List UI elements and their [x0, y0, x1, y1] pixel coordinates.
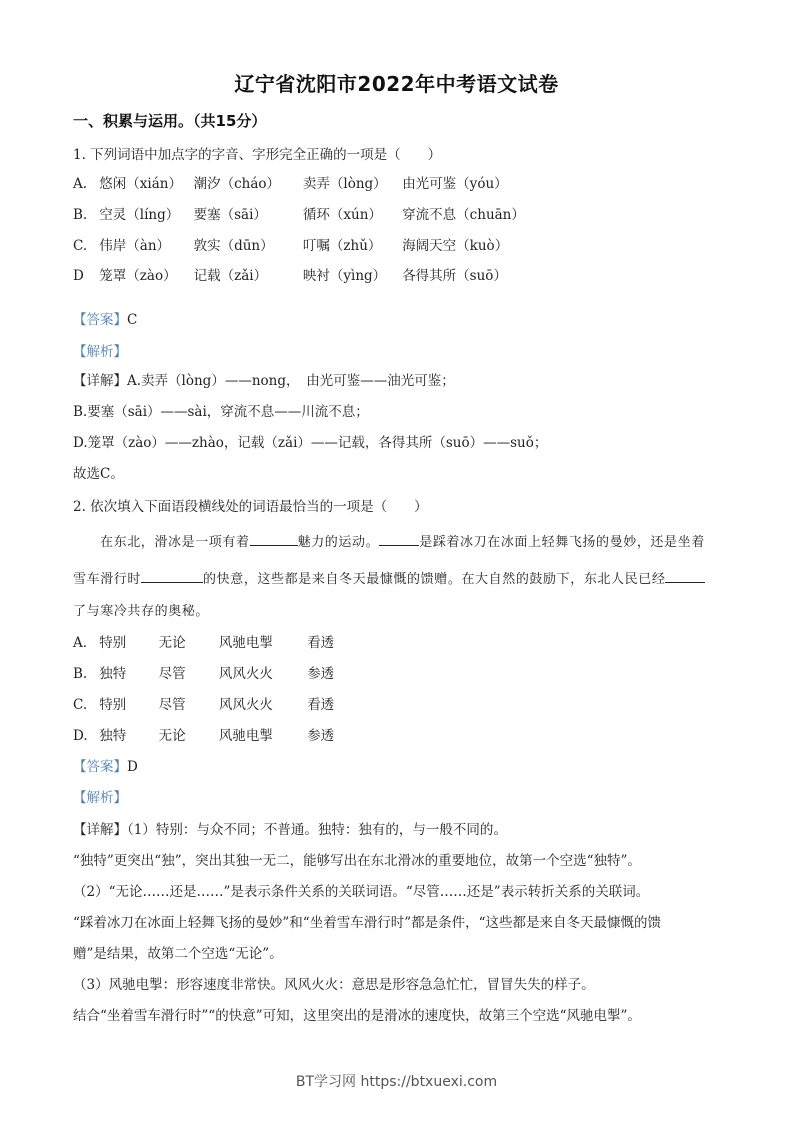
q2-detail-line: “踩着冰刀在冰面上轻舞飞扬的曼妙”和“坐着雪车滑行时”都是条件，“这些都是来自冬天最慷慨的馈 — [73, 915, 662, 931]
option-letter: B. — [73, 666, 88, 682]
blank-2 — [379, 533, 419, 546]
q2-detail-line: 赠”是结果，故第二个空选“无论”。 — [73, 946, 283, 962]
option-item: 独特 — [99, 666, 127, 682]
q2-answer — [73, 755, 138, 775]
q1-detail-line: D.笼罩（zào）——zhào，记载（zǎi）——记载，各得其所（suō）——suǒ； — [73, 435, 548, 451]
option-item: 风风火火 — [218, 666, 273, 682]
q2-passage-line-1 — [100, 531, 705, 550]
q1-conclusion: 故选C。 — [73, 466, 124, 482]
option-item: 笼罩（zào） — [99, 268, 177, 284]
option-item: 潮汐（cháo） — [193, 176, 281, 192]
option-item: 风驰电掣 — [218, 728, 273, 744]
option-item: 要塞（sāi） — [193, 207, 267, 223]
q2-option-c — [73, 693, 334, 713]
option-item: 循环（xún） — [302, 207, 382, 223]
q1-detail-line: 【详解】A.卖弄（lòng）——nong， 由光可鉴——油光可鉴； — [73, 373, 455, 389]
option-item: 看透 — [307, 697, 335, 713]
option-item: 悠闲（xián） — [99, 176, 182, 192]
option-item: 由光可鉴（yóu） — [402, 176, 508, 192]
option-letter: D. — [73, 728, 88, 744]
option-item: 参透 — [307, 728, 335, 744]
option-letter: C. — [73, 238, 88, 254]
blank-4 — [665, 570, 705, 583]
option-item: 特别 — [99, 697, 127, 713]
answer-value: D — [127, 759, 138, 775]
answer-tag: 【答案】 — [73, 312, 127, 328]
q1-detail-line: B.要塞（sāi）——sài，穿流不息——川流不息； — [73, 404, 369, 420]
q1-answer — [73, 308, 137, 328]
q2-detail-line: （2）“无论……还是……”是表示条件关系的关联词语。“尽管……还是”表示转折关系的关联词。 — [73, 884, 650, 900]
option-letter: B. — [73, 207, 88, 223]
passage-text: 魅力的运动。 — [297, 535, 380, 550]
q2-detail-line: 【详解】（1）特别：与众不同；不普通。独特：独有的，与一般不同的。 — [73, 822, 507, 838]
q1-option-a — [73, 172, 508, 192]
option-item: 无论 — [158, 635, 186, 651]
q2-analysis-tag: 【解析】 — [73, 790, 127, 806]
option-item: 伟岸（àn） — [99, 238, 171, 254]
option-item: 参透 — [307, 666, 335, 682]
passage-text: 在东北，滑冰是一项有着 — [100, 535, 250, 550]
answer-tag: 【答案】 — [73, 759, 127, 775]
passage-text: 是踩着冰刀在冰面上轻舞飞扬的曼妙，还是坐着 — [419, 535, 705, 550]
q2-detail-line: “独特”更突出“独”，突出其独一无二，能够写出在东北滑冰的重要地位，故第一个空选“独特”。 — [73, 853, 641, 869]
passage-text: 雪车滑行时 — [73, 572, 142, 587]
blank-1 — [250, 533, 298, 546]
option-item: 独特 — [99, 728, 127, 744]
q1-option-c — [73, 234, 508, 254]
blank-3 — [141, 570, 203, 583]
option-item: 各得其所（suō） — [402, 268, 507, 284]
option-item: 穿流不息（chuān） — [402, 207, 525, 223]
option-letter: C. — [73, 697, 88, 713]
q2-option-d — [73, 724, 334, 744]
option-item: 特别 — [99, 635, 127, 651]
section-heading: 一、积累与运用。（共15分） — [73, 112, 267, 130]
q2-detail-line: 结合“坐着雪车滑行时”“的快意”可知，这里突出的是滑冰的速度快，故第三个空选“风驰电掣”。 — [73, 1008, 641, 1024]
q2-option-b — [73, 662, 334, 682]
option-letter: A. — [73, 635, 88, 651]
question-2-stem: 2. 依次填入下面语段横线处的词语最恰当的一项是（ ） — [73, 499, 428, 515]
option-item: 风驰电掣 — [218, 635, 273, 651]
option-item: 风风火火 — [218, 697, 273, 713]
q2-detail-line: （3）风驰电掣：形容速度非常快。风风火火：意思是形容急急忙忙，冒冒失失的样子。 — [73, 977, 595, 993]
option-item: 映衬（yìng） — [302, 268, 387, 284]
site-watermark: BT学习网 https://btxuexi.com — [295, 1074, 498, 1090]
option-item: 记载（zǎi） — [193, 268, 268, 284]
option-item: 尽管 — [158, 666, 186, 682]
option-letter: A. — [73, 176, 88, 192]
option-item: 敦实（dūn） — [193, 238, 274, 254]
q2-option-a — [73, 631, 334, 651]
option-item: 尽管 — [158, 697, 186, 713]
q2-passage-line-3: 了与寒冷共存的奥秘。 — [73, 604, 210, 619]
q1-analysis-tag: 【解析】 — [73, 344, 127, 360]
option-item: 无论 — [158, 728, 186, 744]
q1-option-b — [73, 203, 525, 223]
option-item: 海阔天空（kuò） — [402, 238, 509, 254]
option-item: 空灵（líng） — [99, 207, 180, 223]
option-item: 叮嘱（zhǔ） — [302, 238, 382, 254]
option-item: 看透 — [307, 635, 335, 651]
option-item: 卖弄（lòng） — [302, 176, 387, 192]
answer-value: C — [127, 312, 138, 328]
q2-passage-line-2 — [73, 568, 705, 587]
question-1-stem: 1. 下列词语中加点字的字音、字形完全正确的一项是（ ） — [73, 147, 442, 163]
passage-text: 的快意，这些都是来自冬天最慷慨的馈赠。在大自然的鼓励下，东北人民已经 — [203, 572, 666, 587]
q1-option-d — [73, 264, 507, 284]
option-letter: D — [73, 268, 84, 284]
page-title: 辽宁省沈阳市2022年中考语文试卷 — [234, 72, 559, 96]
